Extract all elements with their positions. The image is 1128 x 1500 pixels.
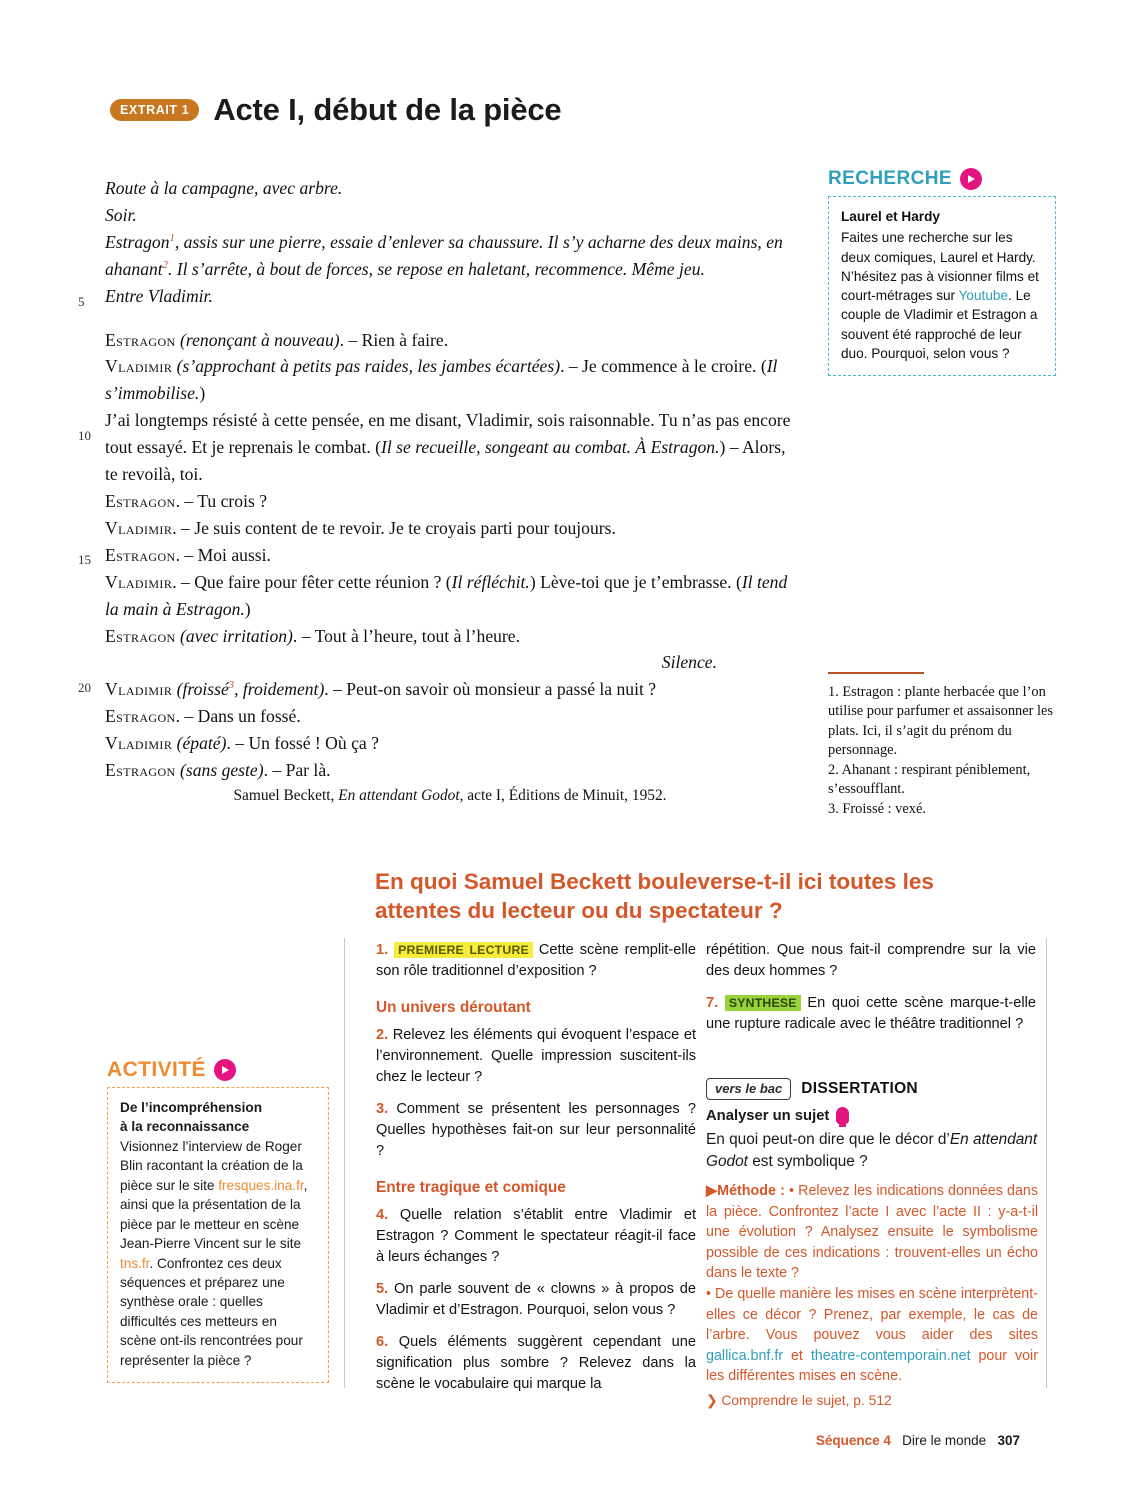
arrow-icon: ❯ — [706, 1392, 718, 1408]
speaker-name: Vladimir — [105, 517, 173, 538]
theatre-contemporain-link[interactable]: theatre-contemporain.net — [810, 1347, 971, 1364]
activite-box — [107, 1087, 329, 1383]
speaker-name: Vladimir — [105, 679, 173, 700]
activite-box-title-2: à la reconnaissance — [120, 1119, 250, 1135]
line-text: . – Rien à faire. — [339, 329, 449, 350]
question-item — [376, 1332, 696, 1395]
footnotes — [828, 672, 1060, 820]
play-line — [105, 757, 795, 784]
activite-label: ACTIVITÉ — [107, 1058, 206, 1081]
line-text: . – Tout à l’heure, tout à l’heure. — [292, 625, 520, 646]
recherche-box-body: Faites une recherche sur les deux comiques, Laurel et Hardy. N’hésitez pas à visionner films et court-métrages sur Youtube. Le couple de Vladimir et Estragon a souvent été rapproché de leur duo. Pourquoi, selon vous ? — [841, 230, 1039, 362]
question-text: En quoi cette scène marque-t-elle une rupture radicale avec le théâtre traditionnel ? — [706, 995, 1036, 1032]
play-line — [105, 327, 795, 354]
question-text: Relevez les éléments qui évoquent l’espace et l’environnement. Quelle impression suscitent-ils chez le lecteur ? — [376, 1027, 696, 1086]
bac-question: En quoi peut-on dire que le décor d’En attendant Godot est symbolique ? — [706, 1131, 1038, 1170]
line-italic: Il se recueille, songeant au combat. À Estragon. — [381, 437, 720, 458]
line-paren: (épaté) — [176, 733, 227, 754]
speaker-name: Vladimir — [105, 733, 173, 754]
activite-heading — [107, 1058, 329, 1082]
line-italic: Il réfléchit. — [451, 571, 530, 592]
question-text: Quelle relation s’établit entre Vladimir et Estragon ? Comment le spectateur réagit-il face à leurs échanges ? — [376, 1207, 697, 1266]
line-text: J’ai longtemps résisté à cette pensée, en me disant, Vladimir, sois raisonnable. Tu n’as pas encore tout essayé. Et je reprenais le combat. ( — [105, 410, 791, 458]
extrait-badge: EXTRAIT 1 — [110, 99, 199, 121]
question-item — [376, 1025, 696, 1088]
footnote-ref-2: 2 — [162, 259, 168, 271]
speaker-name: Estragon — [105, 625, 176, 646]
line-paren: (renonçant à nouveau) — [180, 329, 340, 350]
line-text: . – Que faire pour fêter cette réunion ? ( — [172, 571, 452, 592]
speaker-name: Estragon — [105, 329, 176, 350]
activite-box-title-1: De l’incompréhension — [120, 1100, 263, 1115]
vers-le-bac-module — [706, 1078, 1038, 1409]
recherche-box — [828, 196, 1056, 376]
stage-text: Estragon — [105, 231, 170, 252]
premiere-lecture-tag: PREMIERE LECTURE — [394, 942, 533, 958]
footnote-rule — [828, 672, 924, 674]
line-text: . – Je suis content de te revoir. Je te croyais parti pour toujours. — [172, 517, 616, 538]
recherche-module — [828, 168, 1056, 376]
speaker-name: Estragon — [105, 544, 176, 565]
line-paren: (sans geste) — [180, 760, 264, 781]
footnote-item: 1. Estragon : plante herbacée que l’on utilise pour parfumer et assaisonner les plats. Ici, il s’agit du prénom du personnage. — [828, 683, 1053, 759]
activite-module — [107, 1058, 329, 1383]
line-italic: Il s’immobilise. — [105, 356, 778, 404]
question-number: 2. — [376, 1027, 389, 1044]
line-number-20: 20 — [78, 680, 91, 695]
footnote-ref-1: 1 — [169, 232, 175, 244]
main-question: En quoi Samuel Beckett bouleverse-t-il ici toutes les attentes du lecteur ou du spectateur ? — [375, 869, 934, 923]
bac-subtitle: Analyser un sujet — [706, 1107, 830, 1124]
activite-box-body: Visionnez l’interview de Roger Blin racontant la création de la pièce sur le site fresques.ina.fr, ainsi que la présentation de la pièce par le metteur en scène Jean-Pierre Vincent sur le site tns.fr. Confrontez ces deux séquences et préparez une synthèse orale : quelles difficultés ces metteurs en scène ont-ils rencontrées pour représenter la pièce ? — [120, 1138, 308, 1368]
divider-right — [1046, 938, 1047, 1388]
page-header — [110, 92, 561, 128]
play-line — [105, 730, 795, 757]
question-item — [706, 993, 1036, 1035]
question-text: On parle souvent de « clowns » à propos de Vladimir et d’Estragon. Pourquoi, selon vous ? — [376, 1281, 696, 1319]
questions-column-left — [376, 940, 696, 1406]
bac-methode: ▶Méthode : • Relevez les indications données dans la pièce. Confrontez l’acte I avec l’acte II : y-a-t-il une évolution ? Analysez ensuite le symbolisme possible de ces indications : trouvent-elles un écho dans le texte ? • De quelle manière les mises en scène interprètent-elles ce décor ? Prenez, par exemple, le cas de l’arbre. Vous pouvez vous aider des sites gallica.bnf.fr et theatre-contemporain.net pour voir les différentes mises en scène. — [706, 1183, 1038, 1385]
footnote-item: 3. Froissé : vexé. — [828, 801, 926, 818]
line-text: . – Un fossé ! Où ça ? — [226, 733, 379, 754]
stage-direction — [105, 229, 795, 283]
speaker-name: Estragon — [105, 490, 176, 511]
question-subheading: Un univers déroutant — [376, 999, 531, 1016]
line-number-10: 10 — [78, 428, 91, 443]
question-number: 1. — [376, 942, 389, 958]
speaker-name: Vladimir — [105, 356, 173, 377]
play-line — [105, 703, 795, 730]
footer-title: Dire le monde — [902, 1433, 987, 1448]
gallica-link[interactable]: gallica.bnf.fr — [706, 1347, 784, 1364]
line-text: . – Par là. — [263, 760, 331, 781]
recherche-label: RECHERCHE — [828, 168, 952, 189]
bac-chip: vers le bac — [706, 1078, 791, 1100]
question-continuation: répétition. Que nous fait-il comprendre sur la vie des deux hommes ? — [706, 942, 1036, 979]
play-line — [105, 515, 795, 542]
question-item — [376, 1099, 696, 1162]
footer-page-number: 307 — [997, 1433, 1020, 1448]
question-number: 3. — [376, 1101, 389, 1118]
recherche-box-title: Laurel et Hardy — [841, 209, 940, 224]
question-item — [376, 1205, 696, 1268]
bac-kind: DISSERTATION — [801, 1080, 918, 1097]
play-icon[interactable] — [214, 1059, 236, 1081]
play-line — [105, 569, 795, 623]
line-text: . – Je commence à le croire. ( — [560, 356, 767, 377]
stage-direction: Soir. — [105, 204, 137, 225]
bac-cross-reference[interactable]: ❯ Comprendre le sujet, p. 512 — [706, 1392, 892, 1408]
recherche-heading — [828, 168, 1056, 190]
question-number: 4. — [376, 1207, 389, 1224]
question-text: Comment se présentent les personnages ? Quelles hypothèses fait-on sur leur personnalité ? — [376, 1101, 696, 1160]
triangle-icon: ▶ — [706, 1183, 718, 1200]
tns-link[interactable]: tns.fr — [120, 1255, 150, 1271]
line-tail: ) — [244, 598, 251, 619]
play-icon[interactable] — [960, 168, 982, 190]
synthese-tag: SYNTHESE — [725, 995, 801, 1011]
page-footer — [816, 1433, 1020, 1448]
footer-sequence: Séquence 4 — [815, 1433, 891, 1448]
line-number-5: 5 — [78, 294, 85, 309]
question-item — [376, 940, 696, 982]
stage-text: . Il s’arrête, à bout de forces, se repose en haletant, recommence. Même jeu. — [167, 258, 705, 279]
line-number-15: 15 — [78, 552, 91, 567]
question-subheading: Entre tragique et comique — [376, 1179, 566, 1197]
ina-link[interactable]: fresques.ina.fr — [218, 1177, 304, 1193]
divider-left — [344, 938, 345, 1388]
line-text: . – Dans un fossé. — [175, 706, 301, 727]
line-text: . – Tu crois ? — [175, 490, 268, 511]
source-citation: Samuel Beckett, En attendant Godot, acte I, Éditions de Minuit, 1952. — [233, 786, 667, 804]
line-italic: Il tend la main à Estragon. — [105, 571, 788, 619]
lightbulb-icon — [836, 1107, 849, 1124]
play-line — [105, 488, 795, 515]
line-paren: (froissé$^3$, froidement) — [176, 679, 325, 700]
play-excerpt — [105, 175, 795, 808]
speaker-name: Estragon — [105, 706, 176, 727]
speaker-name: Vladimir — [105, 571, 173, 592]
question-number: 5. — [376, 1281, 389, 1298]
question-text: Quels éléments suggèrent cependant une signification plus sombre ? Relevez dans la scène le vocabulaire qui marque la — [376, 1334, 697, 1393]
line-paren: (s’approchant à petits pas raides, les jambes écartées) — [176, 356, 561, 377]
questions-column-right — [706, 940, 1036, 1046]
stage-direction: Route à la campagne, avec arbre. — [105, 178, 343, 198]
footnote-item: 2. Ahanant : respirant péniblement, s’essoufflant. — [828, 761, 1031, 798]
play-line — [105, 542, 795, 569]
play-line — [105, 676, 795, 703]
youtube-link[interactable]: Youtube — [958, 288, 1009, 304]
stage-text: , assis sur une pierre, essaie d’enlever sa chaussure. Il s’y acharne des deux mains, en ahanant — [105, 231, 783, 279]
speaker-name: Estragon — [105, 760, 176, 781]
stage-direction-silence: Silence. — [661, 652, 717, 673]
footnote-ref-3: 3 — [228, 680, 235, 692]
question-item — [376, 1279, 696, 1321]
stage-direction: Entre Vladimir. — [105, 285, 213, 306]
line-text: . – Moi aussi. — [175, 544, 271, 565]
line-tail: ) Lève-toi que je t’embrasse. ( — [529, 571, 742, 592]
question-number: 7. — [706, 995, 719, 1011]
line-text: . – Peut-on savoir où monsieur a passé la nuit ? — [324, 679, 657, 700]
line-tail: ) – Alors, te revoilà, toi. — [105, 437, 786, 485]
line-paren: (avec irritation) — [180, 625, 293, 646]
page-title: Acte I, début de la pièce — [213, 92, 562, 127]
play-line — [105, 353, 795, 407]
bac-heading — [706, 1078, 1038, 1100]
line-tail: ) — [199, 383, 206, 404]
play-line — [105, 623, 795, 650]
play-line — [105, 407, 795, 488]
question-text: Cette scène remplit-elle son rôle traditionnel d’exposition ? — [376, 942, 696, 979]
bac-subtitle-row — [706, 1107, 1038, 1124]
question-number: 6. — [376, 1334, 389, 1351]
methode-label: Méthode : — [717, 1183, 785, 1200]
